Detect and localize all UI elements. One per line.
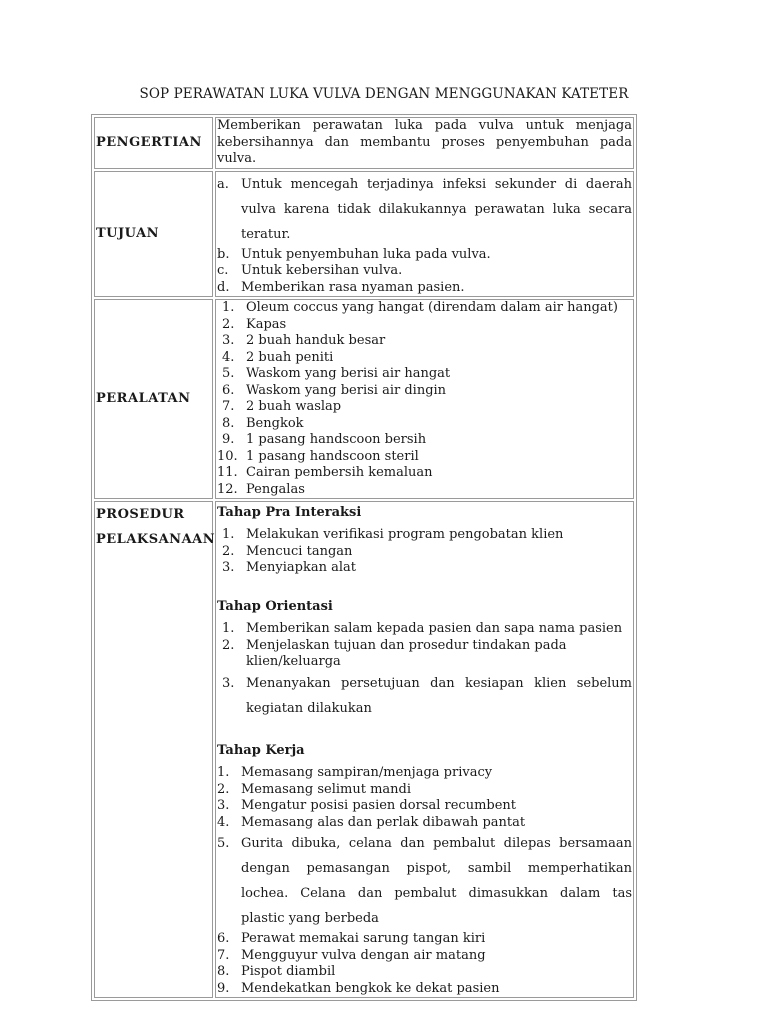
list-marker: 6.: [217, 931, 230, 946]
list-item: [217, 300, 632, 317]
row-peralatan: [94, 299, 634, 499]
list-marker: 8.: [217, 964, 230, 979]
orientasi-list: [217, 621, 632, 721]
list-marker: 5.: [222, 366, 235, 381]
list-marker: 3.: [222, 675, 235, 691]
list-marker: a.: [217, 176, 229, 192]
list-item: [217, 465, 632, 482]
list-item: [217, 931, 632, 948]
list-item-text: Gurita dibuka, celana dan pembalut dilepas bersamaan dengan pemasangan pispot, sambil memperhatikan lochea. Celana dan pembalut dimasukkan dalam tas plastic yang berbeda: [241, 836, 632, 926]
list-marker: 4.: [217, 814, 230, 830]
list-item: [217, 263, 632, 280]
list-item-text: Cairan pembersih kemaluan: [246, 465, 433, 480]
list-item-text: Waskom yang berisi air dingin: [246, 382, 447, 398]
list-item-text: Mengguyur vulva dengan air matang: [241, 947, 486, 963]
list-marker: 9.: [222, 432, 235, 447]
sop-table: [91, 114, 637, 1001]
list-item: [217, 317, 632, 334]
kerja-list: [217, 765, 632, 997]
list-item-text: Untuk kebersihan vulva.: [241, 263, 403, 278]
list-item-text: Memberikan salam kepada pasien dan sapa nama pasien: [246, 621, 623, 636]
prosedur-cell: [215, 501, 634, 998]
label-prosedur-line2: PELAKSANAAN: [96, 532, 216, 547]
list-marker: 2.: [222, 637, 235, 653]
list-item-text: Untuk penyembuhan luka pada vulva.: [241, 246, 491, 262]
list-item: [217, 432, 632, 449]
list-marker: 3.: [222, 560, 235, 575]
list-item-text: 2 buah waslap: [246, 399, 342, 414]
list-marker: 6.: [222, 382, 235, 398]
heading-orientasi: Tahap Orientasi: [217, 598, 333, 614]
list-item: [217, 831, 632, 931]
pengertian-text: Memberikan perawatan luka pada vulva untuk menjaga kebersihannya dan membantu proses penyembuhan pada vulva.: [215, 117, 634, 169]
list-item: [217, 333, 632, 350]
list-item: [217, 638, 632, 671]
list-item: [217, 815, 632, 832]
list-item-text: Pengalas: [246, 481, 305, 497]
list-marker: 9.: [217, 980, 230, 996]
list-marker: 1.: [222, 621, 235, 636]
list-marker: 5.: [217, 836, 230, 851]
label-tujuan: TUJUAN: [94, 171, 213, 298]
list-marker: 12.: [217, 481, 238, 497]
list-item: [217, 172, 632, 247]
list-item-text: Untuk mencegah terjadinya infeksi sekunder di daerah vulva karena tidak dilakukannya perawatan luka secara teratur.: [241, 176, 632, 242]
list-item-text: Perawat memakai sarung tangan kiri: [241, 931, 486, 946]
list-item: [217, 671, 632, 721]
list-item: [217, 366, 632, 383]
list-item-text: Pispot diambil: [241, 964, 336, 979]
document-title: SOP PERAWATAN LUKA VULVA DENGAN MENGGUNAKAN KATETER: [139, 86, 629, 102]
list-item: [217, 482, 632, 499]
label-prosedur: [94, 501, 216, 998]
tujuan-cell: [215, 171, 634, 298]
list-item: [217, 765, 632, 782]
list-item: [217, 449, 632, 466]
list-marker: 1.: [217, 765, 230, 780]
list-item-text: Waskom yang berisi air hangat: [246, 366, 451, 381]
list-marker: 7.: [217, 947, 230, 963]
list-item-text: Memasang alas dan perlak dibawah pantat: [241, 814, 526, 830]
list-item: [217, 621, 632, 638]
row-tujuan: [94, 171, 634, 298]
list-marker: 8.: [222, 415, 235, 431]
list-marker: 10.: [217, 448, 238, 464]
list-item-text: Menyiapkan alat: [246, 560, 356, 575]
list-item-text: Memasang selimut mandi: [241, 781, 411, 797]
list-item-text: Menjelaskan tujuan dan prosedur tindakan pada klien/keluarga: [246, 637, 567, 669]
list-item: [217, 798, 632, 815]
list-marker: 2.: [222, 543, 235, 559]
list-marker: 3.: [217, 798, 230, 813]
list-marker: 1.: [222, 527, 235, 542]
peralatan-cell: [215, 299, 634, 499]
pra-interaksi-list: [217, 527, 632, 577]
list-marker: 7.: [222, 399, 235, 414]
list-item: [217, 981, 632, 998]
list-item: [217, 544, 632, 561]
list-item-text: 1 pasang handscoon bersih: [246, 432, 427, 447]
list-item-text: Melakukan verifikasi program pengobatan klien: [246, 527, 564, 542]
list-item: [217, 560, 632, 577]
list-item-text: Kapas: [246, 316, 287, 332]
list-item: [217, 527, 632, 544]
label-pengertian: PENGERTIAN: [94, 117, 213, 169]
list-item: [217, 964, 632, 981]
list-item-text: Memasang sampiran/menjaga privacy: [241, 765, 493, 780]
label-peralatan: PERALATAN: [94, 299, 213, 499]
list-item: [217, 280, 632, 297]
peralatan-list: [217, 300, 632, 498]
list-item-text: Memberikan rasa nyaman pasien.: [241, 279, 465, 295]
list-item: [217, 399, 632, 416]
list-marker: 1.: [222, 300, 235, 315]
list-marker: d.: [217, 279, 230, 295]
heading-kerja: Tahap Kerja: [217, 742, 305, 758]
row-pengertian: [94, 117, 634, 169]
list-item: [217, 416, 632, 433]
list-marker: 4.: [222, 349, 235, 365]
list-item-text: 2 buah handuk besar: [246, 333, 386, 348]
list-item-text: Menanyakan persetujuan dan kesiapan klien sebelum kegiatan dilakukan: [246, 675, 632, 716]
label-prosedur-line1: PROSEDUR: [96, 507, 185, 522]
list-item-text: Mengatur posisi pasien dorsal recumbent: [241, 798, 517, 813]
row-prosedur: [94, 501, 634, 998]
list-item: [217, 383, 632, 400]
list-item: [217, 350, 632, 367]
list-item: [217, 782, 632, 799]
list-marker: c.: [217, 263, 229, 278]
list-item-text: 2 buah peniti: [246, 349, 334, 365]
heading-pra-interaksi: Tahap Pra Interaksi: [217, 505, 362, 520]
list-item-text: Mendekatkan bengkok ke dekat pasien: [241, 980, 500, 996]
list-marker: 2.: [222, 316, 235, 332]
list-marker: 11.: [217, 465, 238, 480]
list-item-text: Oleum coccus yang hangat (direndam dalam air hangat): [246, 300, 618, 315]
list-marker: 2.: [217, 781, 230, 797]
list-marker: b.: [217, 246, 230, 262]
list-item-text: Mencuci tangan: [246, 543, 353, 559]
tujuan-list: [217, 172, 632, 297]
list-item: [217, 247, 632, 264]
list-marker: 3.: [222, 333, 235, 348]
list-item-text: 1 pasang handscoon steril: [246, 448, 419, 464]
list-item-text: Bengkok: [246, 415, 304, 431]
list-item: [217, 948, 632, 965]
